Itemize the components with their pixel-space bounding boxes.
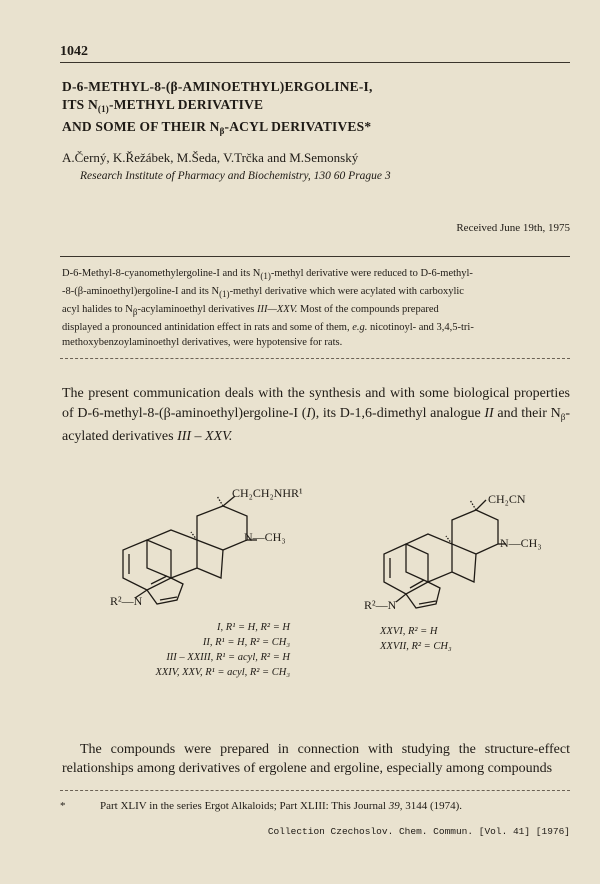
abstract-line: acyl halides to Nβ-acylaminoethyl derivatives III—XXV. Most of the compounds prepared bbox=[62, 304, 439, 317]
right-captions: XXVI, R² = H XXVII, R² = CH₃ bbox=[380, 626, 452, 652]
body-paragraph: The compounds were prepared in connection with studying the structure-effect relationships among derivatives of ergolene and ergoline, especially among compounds bbox=[62, 742, 570, 776]
title-line-3: AND SOME OF THEIR $N_\beta$-ACYL DERIVATIVES* bbox=[62, 119, 372, 136]
left-substituent-top: CH₂CH₂NHR¹ bbox=[232, 486, 303, 500]
footnote-rule bbox=[60, 790, 570, 791]
article-title bbox=[62, 78, 542, 140]
structure-right bbox=[370, 482, 570, 622]
affiliation: Research Institute of Pharmacy and Biochemistry, 130 60 Prague 3 bbox=[80, 170, 391, 182]
abstract bbox=[62, 266, 569, 350]
page-number: 1042 bbox=[60, 44, 88, 59]
footnote: * Part XLIV in the series Ergot Alkaloids; Part XLIII: This Journal 39, 3144 (1974). bbox=[60, 800, 463, 812]
title-line-2: ITS $N_{(1)}$-METHYL DERIVATIVE bbox=[62, 97, 264, 114]
abstract-line: displayed a pronounced antinidation effect in rats and some of them, e.g. nicotinoyl- and 3,4,5-tri- bbox=[62, 322, 474, 333]
abstract-line: methoxybenzoylaminoethyl derivatives, were hypotensive for rats. bbox=[62, 337, 343, 348]
abstract-line: -8-(β-aminoethyl)ergoline-I and its N(1)-methyl derivative which were acylated with carboxylic bbox=[62, 286, 464, 299]
title-line-1: D-6-METHYL-8-(β-AMINOETHYL)ERGOLINE-I, bbox=[62, 79, 373, 94]
right-n-methyl: N—CH₃ bbox=[500, 536, 542, 550]
footnote-marker: * bbox=[60, 800, 66, 812]
journal-reference: Collection Czechoslov. Chem. Commun. [Vol. 41] [1976] bbox=[267, 826, 570, 837]
right-substituent-top: CH₂CN bbox=[488, 492, 526, 506]
intro-paragraph: The present communication deals with the synthesis and with some biological properties of D-6-methyl-8-(β-aminoethyl)ergoline-I (I), its D-1,6-dimethyl analogue II and their $N_\beta$-acylated derivatives III – XXV. bbox=[62, 386, 570, 444]
left-captions: I, R¹ = H, R² = H II, R¹ = H, R² = CH₃ III – XXIII, R¹ = acyl, R² = H XXIV, XXV, R¹ = acyl, R² = CH₃ bbox=[155, 622, 290, 678]
authors: A.Černý, K.Řežábek, M.Šeda, V.Trčka and M.Semonský bbox=[62, 150, 359, 165]
right-n-substituent: R²—N bbox=[364, 598, 397, 612]
left-n-methyl: N—CH₃ bbox=[244, 530, 286, 544]
received-date: Received June 19th, 1975 bbox=[456, 222, 570, 234]
abstract-line: D-6-Methyl-8-cyanomethylergoline-I and its N(1)-methyl derivative were reduced to D-6-methyl- bbox=[62, 268, 473, 281]
abstract-bottom-rule bbox=[60, 358, 570, 359]
header-rule bbox=[60, 62, 570, 63]
abstract-top-rule bbox=[60, 256, 570, 257]
left-n-substituent: R²—N bbox=[110, 594, 143, 608]
